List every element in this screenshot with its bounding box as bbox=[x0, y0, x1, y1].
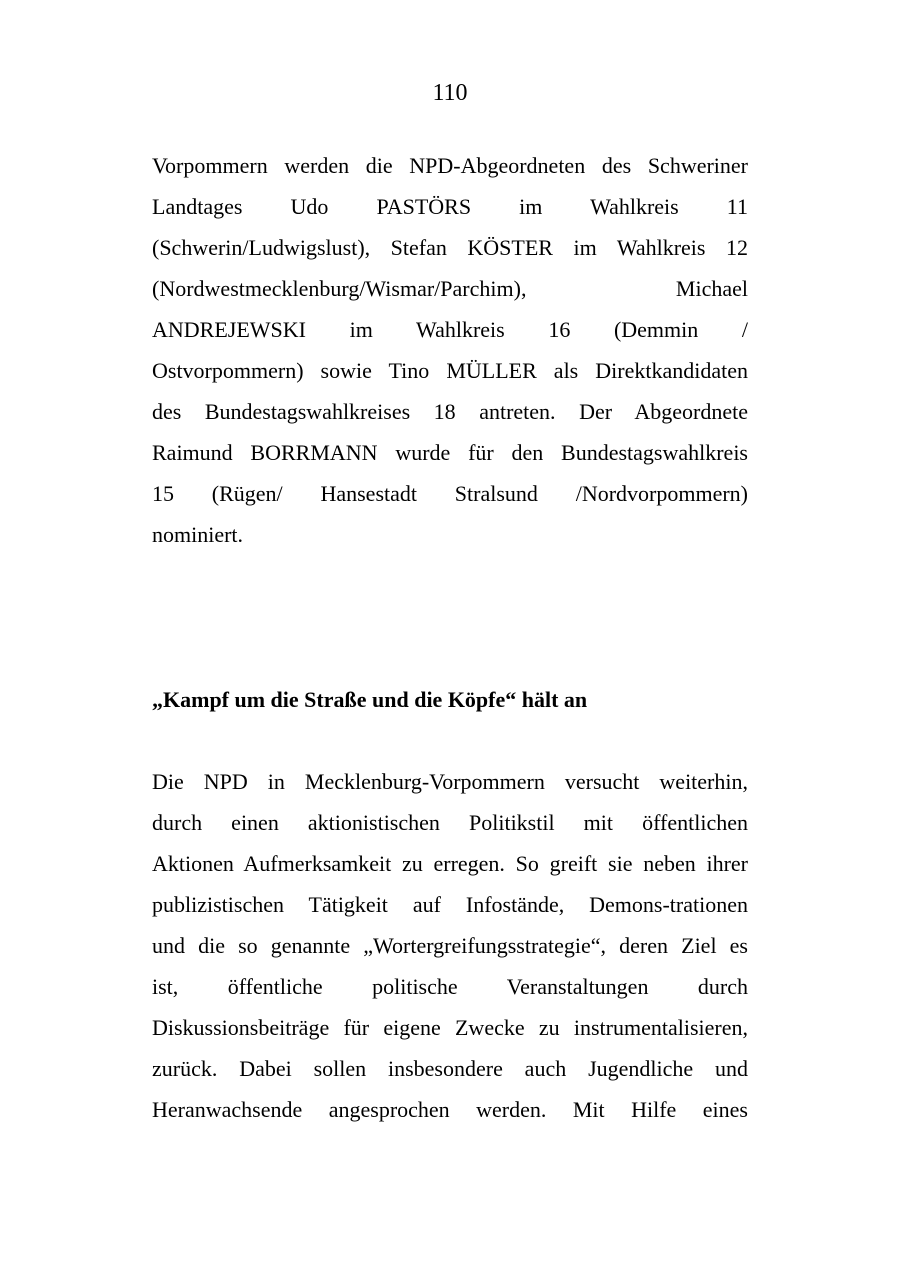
text-line: ist, öffentliche politische Veranstaltungen durch bbox=[152, 974, 748, 999]
text-line: Raimund BORRMANN wurde für den Bundestagswahlkreis bbox=[152, 440, 748, 465]
page-number: 110 bbox=[432, 80, 468, 106]
text-line: Landtages Udo PASTÖRS im Wahlkreis 11 bbox=[152, 194, 748, 219]
text-line: Heranwachsende angesprochen werden. Mit Hilfe eines bbox=[152, 1097, 748, 1122]
text-line: Ostvorpommern) sowie Tino MÜLLER als Direktkandidaten bbox=[152, 358, 748, 383]
text-line: Diskussionsbeiträge für eigene Zwecke zu instrumentalisieren, bbox=[152, 1015, 748, 1040]
text-line: Aktionen Aufmerksamkeit zu erregen. So greift sie neben ihrer bbox=[152, 851, 748, 876]
text-line: Vorpommern werden die NPD-Abgeordneten des Schweriner bbox=[152, 153, 748, 178]
section-heading: „Kampf um die Straße und die Köpfe“ hält an bbox=[152, 687, 588, 712]
text-line: ANDREJEWSKI im Wahlkreis 16 (Demmin / bbox=[152, 317, 748, 342]
text-line: nominiert. bbox=[152, 522, 244, 547]
text-line: Die NPD in Mecklenburg-Vorpommern versucht weiterhin, bbox=[152, 769, 748, 794]
text-line: des Bundestagswahlkreises 18 antreten. Der Abgeordnete bbox=[152, 399, 748, 424]
text-line: (Schwerin/Ludwigslust), Stefan KÖSTER im Wahlkreis 12 bbox=[152, 235, 748, 260]
text-line: und die so genannte „Wortergreifungsstrategie“, deren Ziel es bbox=[152, 933, 748, 958]
text-line: 15 (Rügen/ Hansestadt Stralsund /Nordvorpommern) bbox=[152, 481, 748, 506]
text-line: publizistischen Tätigkeit auf Infostände, Demons-trationen bbox=[152, 892, 748, 917]
paragraph-activism bbox=[152, 761, 748, 1130]
text-line: durch einen aktionistischen Politikstil mit öffentlichen bbox=[152, 810, 748, 835]
paragraph-nominations bbox=[152, 145, 748, 555]
text-line: zurück. Dabei sollen insbesondere auch Jugendliche und bbox=[152, 1056, 748, 1081]
text-line: (Nordwestmecklenburg/Wismar/Parchim), Michael bbox=[152, 276, 748, 301]
